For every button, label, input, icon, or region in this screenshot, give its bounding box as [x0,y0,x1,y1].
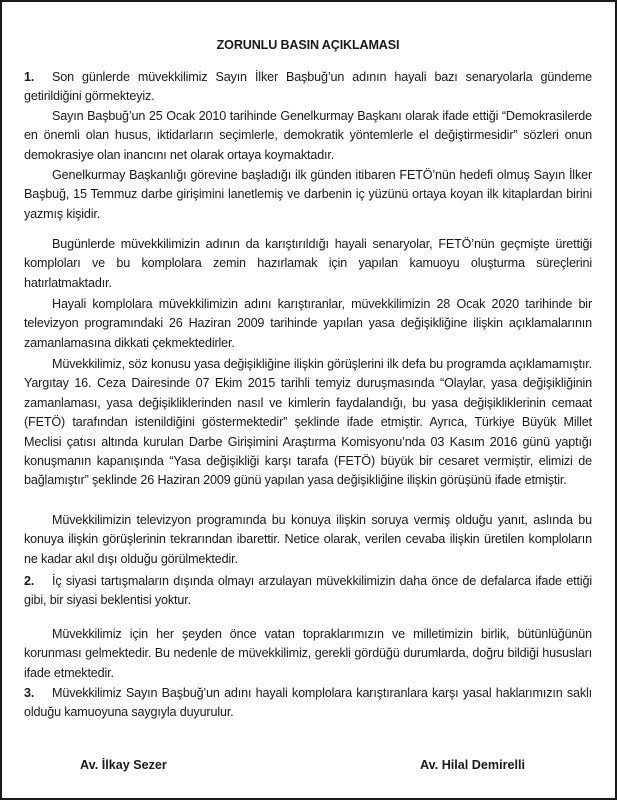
section-2-paragraph [24,572,592,611]
section-number: 2. [24,574,35,588]
paragraph: Müvekkilimizin televizyon programında bu konuya ilişkin soruya vermiş olduğu yanıt, aslında bu konuya ilişkin görüşlerinin tekrarından ibarettir. Netice olarak, verilen cevaba ilişkin üretilen komploların ne kadar akıl dışı olduğu görülmektedir. [24,513,592,566]
paragraph-text: Son günlerde müvekkilimiz Sayın İlker Başbuğ’un adının hayali bazı senaryolarla gündeme getirildiğini görmekteyiz. [24,70,592,104]
paragraph: Genelkurmay Başkanlığı görevine başladığı ilk günden itibaren FETÖ’nün hedefi olmuş Sayın İlker Başbuğ, 15 Temmuz darbe girişimini lanetlemiş ve darbenin iç yüzünü ortaya koyan ilk kitaplardan birini yazmış kişidir. [24,168,592,221]
paragraph-text: Müvekkilimiz Sayın Başbuğ’un adını hayali komplolara karıştıranlara karşı yasal haklarımızın saklı olduğu kamuoyuna saygıyla duyurulur. [24,686,592,720]
paragraph: Sayın Başbuğ’un 25 Ocak 2010 tarihinde Genelkurmay Başkanı olarak ifade ettiği “Demokrasilerde en önemli olan husus, iktidarların seçimlerle, demokratik yöntemlerle el değiştirmesidir” sözleri onun demokrasiye olan inancını net olarak ortaya koymaktadır. [24,109,592,162]
paragraph-text: İç siyasi tartışmaların dışında olmayı arzulayan müvekkilimizin daha önce de defalarca ifade ettiği gibi, bir siyasi beklentisi yoktur. [24,574,592,608]
section-number: 1. [24,70,35,84]
signature-ilkay-sezer: Av. İlkay Sezer [80,758,167,772]
section-1-paragraph [24,68,592,107]
paragraph: Bugünlerde müvekkilimizin adının da karıştırıldığı hayali senaryolar, FETÖ’nün geçmişte ürettiği komploları ve bu komplolara zemin hazırlamak için yapılan kamuoyu oluşturma süreçlerini hatırlatmaktadır. [24,237,592,290]
document-title: ZORUNLU BASIN AÇIKLAMASI [216,38,400,52]
section-number: 3. [24,686,35,700]
section-3-paragraph [24,684,592,723]
paragraph: Hayali komplolara müvekkilimizin adını karıştıranlar, müvekkilimizin 28 Ocak 2020 tarihinde bir televizyon programındaki 26 Haziran 2009 tarihinde yapılan yasa değişikliğine ilişkin açıklamalarının zamanlamasına dikkati çekmektedirler. [24,297,592,350]
signature-hilal-demirelli: Av. Hilal Demirelli [420,758,525,772]
paragraph: Müvekkilimiz için her şeyden önce vatan topraklarımızın ve milletimizin birlik, bütünlüğünün korunması gelmektedir. Bu nedenle de müvekkilimiz, gerekli gördüğü durumlarda, doğru bildiği hususları ifade etmektedir. [24,627,592,680]
paragraph: Müvekkilimiz, söz konusu yasa değişikliğine ilişkin görüşlerini ilk defa bu programda açıklamamıştır. Yargıtay 16. Ceza Dairesinde 07 Ekim 2015 tarihli temyiz duruşmasında “Olaylar, yasa değişikliğinin zamanlaması, yasa değişikliklerinden nasıl ve kimlerin faydalandığı, bu yasa değişikliklerinin cemaat (FETÖ) tarafından istenildiğini göstermektedir” şeklinde ifade etmiştir. Ayrıca, Türkiye Büyük Millet Meclisi çatısı altında kurulan Darbe Girişimini Araştırma Komisyonu’nda 03 Kasım 2016 günü yaptığı konuşmanın kapanışında “Yasa değişikliği karşı tarafa (FETÖ) büyük bir cesaret vermiştir, elimizi de bağlamıştır” şeklinde 26 Haziran 2009 günü yapılan yasa değişikliğine ilişkin görüşünü ifade etmiştir. [24,357,592,488]
